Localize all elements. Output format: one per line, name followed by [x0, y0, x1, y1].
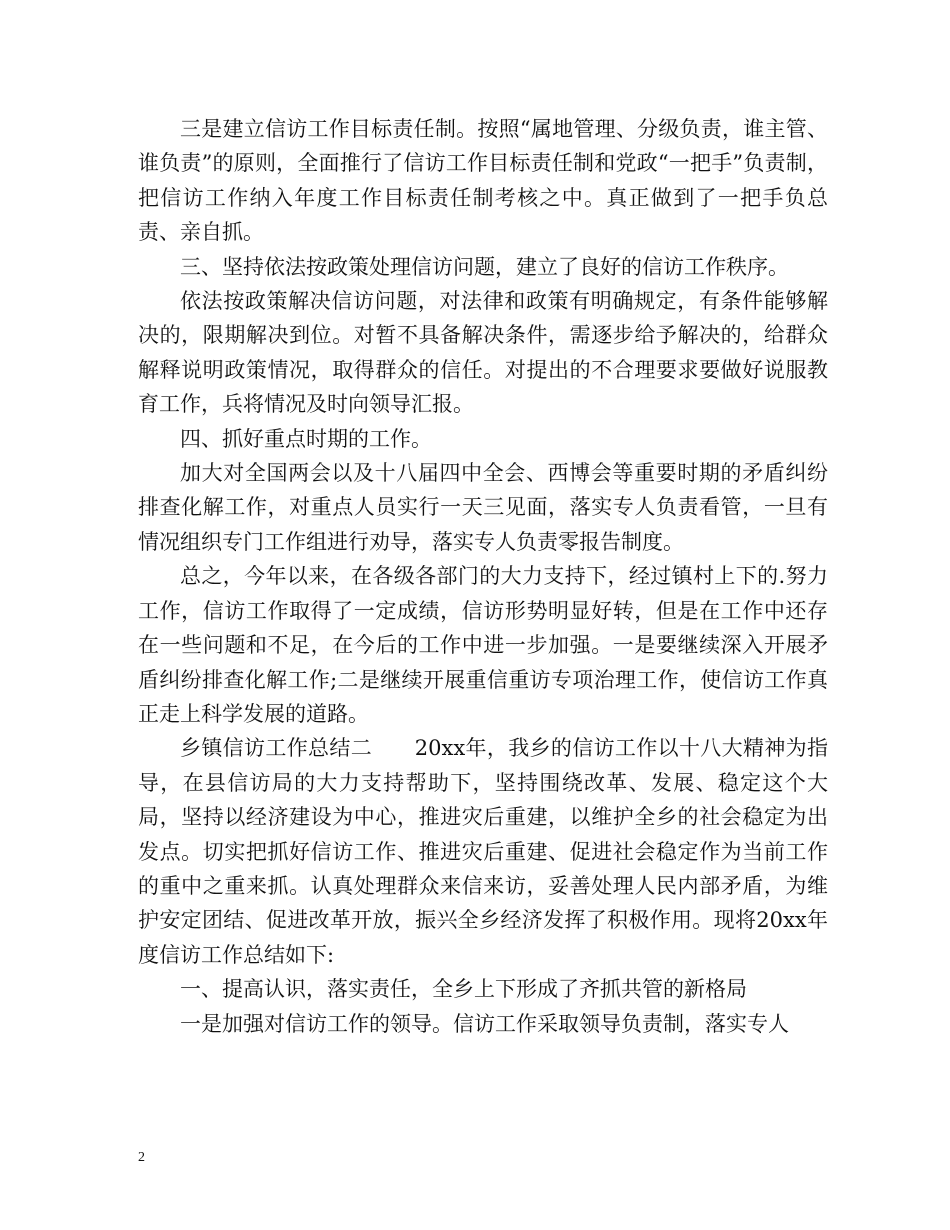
heading-section-one: 一、提高认识，落实责任，全乡上下形成了齐抓共管的新格局 [180, 977, 747, 1002]
paragraph-lawful-handling: 依法按政策解决信访问题，对法律和政策有明确规定，有条件能够解决的，限期解决到位。对暂不具备解决条件，需逐步给予解决的，给群众解释说明政策情况，取得群众的信任。对提出的不合理要求要做好说服教育工作，兵将情况及时向领导汇报。 [138, 289, 828, 417]
page-number: 2 [138, 1150, 145, 1165]
paragraph-summary-two-intro: 乡镇信访工作总结二 20xx年，我乡的信访工作以十八大精神为指导，在县信访局的大力支持帮助下，坚持围绕改革、发展、稳定这个大局，坚持以经济建设为中心，推进灾后重建，以维护全乡的社会稳定为出发点。切实把抓好信访工作、推进灾后重建、促进社会稳定作为当前工作的重中之重来抓。认真处理群众来信来访，妥善处理人民内部矛盾，为维护安定团结、促进改革开放，振兴全乡经济发挥了积极作用。现将20xx年度信访工作总结如下: [138, 736, 828, 967]
document-body [138, 112, 828, 1041]
paragraph-key-periods: 加大对全国两会以及十八届四中全会、西博会等重要时期的矛盾纠纷排查化解工作，对重点人员实行一天三见面，落实专人负责看管，一旦有情况组织专门工作组进行劝导，落实专人负责零报告制度。 [138, 461, 828, 554]
paragraph-leadership: 一是加强对信访工作的领导。信访工作采取领导负责制，落实专人 [180, 1011, 789, 1036]
paragraph-target-responsibility: 三是建立信访工作目标责任制。按照“属地管理、分级负责，谁主管、谁负责”的原则，全面推行了信访工作目标责任制和党政“一把手”负责制，把信访工作纳入年度工作目标责任制考核之中。真正做到了一把手负总责、亲自抓。 [138, 117, 828, 245]
heading-section-three: 三、坚持依法按政策处理信访问题，建立了良好的信访工作秩序。 [180, 254, 789, 279]
paragraph-conclusion: 总之，今年以来，在各级各部门的大力支持下，经过镇村上下的.努力工作，信访工作取得了一定成绩，信访形势明显好转，但是在工作中还存在一些问题和不足，在今后的工作中进一步加强。一是要继续深入开展矛盾纠纷排查化解工作;二是继续开展重信重访专项治理工作，使信访工作真正走上科学发展的道路。 [138, 564, 828, 726]
heading-section-four: 四、抓好重点时期的工作。 [180, 426, 432, 451]
